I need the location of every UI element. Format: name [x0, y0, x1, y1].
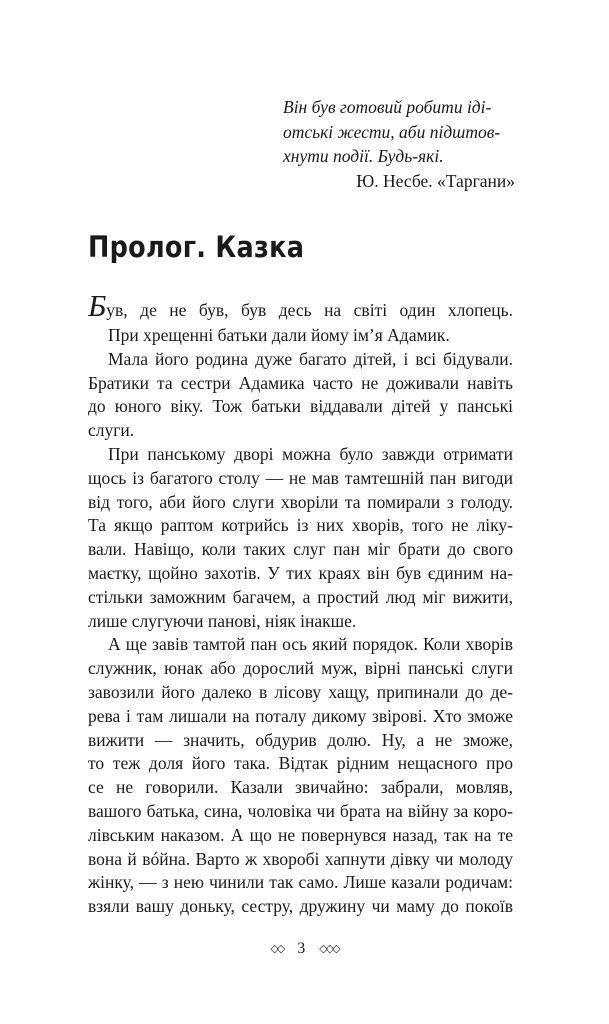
text-line: се не говорили. Казали звичайно: забрали, мовляв, — [88, 777, 513, 798]
text-line: Мала його родина дуже багато дітей, і всі бідували. — [108, 348, 513, 369]
chapter-title: Пролог. Казка — [88, 230, 305, 264]
page-number: 3 — [297, 940, 306, 957]
ornament-left-icon: ◇◇ — [270, 942, 284, 956]
text-line: маєтку, щойно захотів. У тих краях він був єдиним на- — [88, 562, 513, 583]
epigraph-line: Він був готовий робити іді- — [283, 97, 492, 117]
text-line: вали. Навіщо, коли таких слуг пан міг брати до свого — [88, 539, 513, 560]
text-line: стільки заможним багачем, а простий люд міг вижити, — [88, 586, 513, 607]
text-line: вижити — значить, обдурив долю. Ну, а не зможе, — [88, 729, 513, 750]
text-line: вашого батька, сина, чоловіка чи брата на війну за коро- — [88, 800, 513, 821]
body-text — [88, 290, 513, 919]
text-line — [88, 290, 513, 324]
text-line: до юного віку. Тож батьки віддавали дітей у панські — [88, 396, 513, 417]
text-line: А ще завів тамтой пан ось який порядок. Коли хворів — [108, 634, 513, 655]
page-footer — [0, 937, 609, 961]
drop-cap: Б — [88, 290, 107, 323]
text-line: При панському дворі можна було завжди отримати — [108, 443, 513, 464]
text-line: Братики та сестри Адамика часто не доживали навіть — [88, 372, 513, 393]
epigraph-line: отські жести, аби підштов- — [283, 121, 501, 142]
text-line: щось із багатого столу — не мав тамтешній пан вигоди — [88, 467, 513, 488]
text-line: слуги. — [88, 420, 135, 441]
text-line: взяли вашу доньку, сестру, дружину чи маму до покоїв — [88, 896, 513, 917]
text-line: від того, аби його слуги хворіли та помирали з голоду. — [88, 491, 513, 512]
text-line: служник, юнак або дорослий муж, вірні панські слуги — [88, 658, 513, 679]
text-line: то теж доля його така. Відтак рідним нещасного про — [88, 753, 513, 774]
ornament-right-icon: ◇◇◇ — [319, 942, 339, 956]
text-line: жінку, — з нею чинили так само. Лише казали родичам: — [88, 872, 513, 893]
text-line: вона й вóйна. Варто ж хворобі хапнути дівку чи молоду — [88, 848, 513, 869]
epigraph-source: Ю. Несбе. «Таргани» — [356, 170, 515, 191]
text-line: лише слугуючи панові, ніяк інакше. — [88, 610, 357, 631]
text-line: лівським наказом. А що не повернувся назад, так на те — [88, 824, 513, 845]
text-line: При хрещенні батьки дали йому ім’я Адамик. — [108, 325, 450, 345]
epigraph-line: хнути події. Будь-які. — [283, 146, 444, 166]
text-line-content: ув, де не був, був десь на світі один хлопець. — [106, 300, 513, 320]
text-line: завозили його далеко в лісову хащу, припинали до де- — [88, 681, 513, 702]
epigraph — [283, 95, 515, 193]
text-line: рева і там лишали на поталу дикому звірові. Хто зможе — [88, 705, 513, 726]
text-line: Та якщо раптом котрийсь із них хворів, того не ліку- — [88, 515, 513, 536]
